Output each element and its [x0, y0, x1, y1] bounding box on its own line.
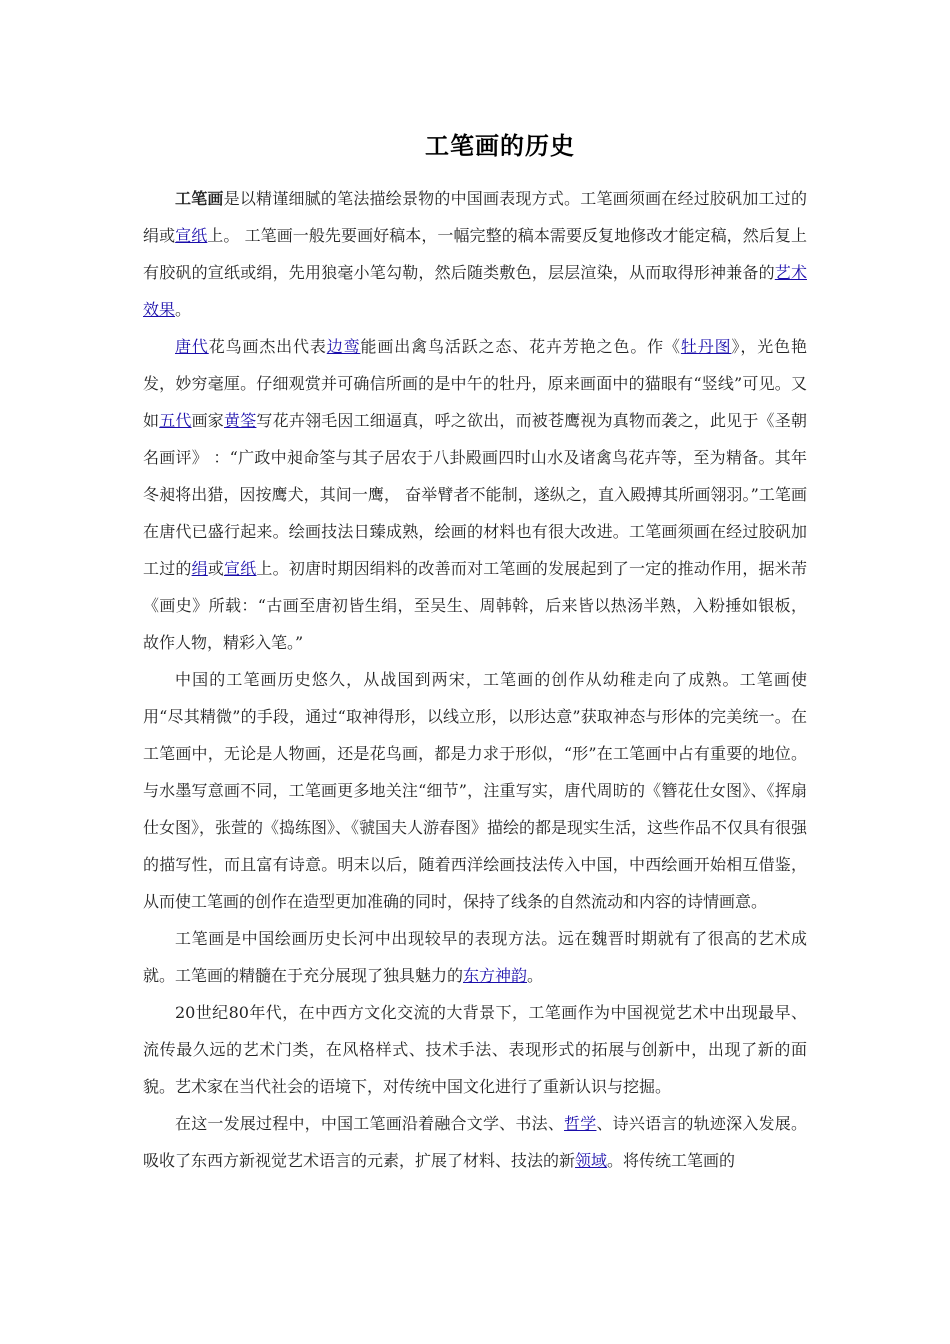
inline-link[interactable]: 宣纸: [175, 226, 208, 245]
text-run: 上。初唐时期因绢料的改善而对工笔画的发展起到了一定的推动作用，据米芾《画史》所载：“古画至唐初皆生绢，至吴生、周韩斡，后来皆以热汤半熟，入粉捶如银板，故作人物，精彩入笔。”: [143, 559, 807, 652]
inline-link[interactable]: 唐代: [175, 337, 209, 356]
text-run: 画家: [191, 411, 225, 430]
article-body: [143, 180, 807, 1179]
inline-link[interactable]: 绢: [191, 559, 208, 578]
inline-link[interactable]: 黄筌: [224, 411, 257, 430]
bold-term: 工笔画: [175, 189, 224, 208]
page-title: 工笔画的历史: [425, 132, 575, 160]
paragraph: [143, 180, 807, 328]
text-run: 花鸟画杰出代表: [208, 337, 327, 356]
paragraph: [143, 328, 807, 661]
text-run: 上。 工笔画一般先要画好稿本，一幅完整的稿本需要反复地修改才能定稿，然后复上有胶矾的宣纸或绢，先用狼毫小笔勾勒，然后随类敷色，层层渲染，从而取得形神兼备的: [143, 226, 807, 282]
paragraph: [143, 1105, 807, 1179]
paragraph: [143, 661, 807, 920]
inline-link[interactable]: 边鸾: [326, 337, 361, 356]
inline-link[interactable]: 宣纸: [224, 559, 257, 578]
inline-link[interactable]: 东方神韵: [463, 966, 528, 985]
text-run: 。将传统工笔画的: [607, 1151, 736, 1170]
text-run: 中国的工笔画历史悠久，从战国到两宋，工笔画的创作从幼稚走向了成熟。工笔画使用“尽其精微”的手段，通过“取神得形，以线立形，以形达意”获取神态与形体的完美统一。在工笔画中，无论是人物画，还是花鸟画，都是力求于形似，“形”在工笔画中占有重要的地位。与水墨写意画不同，工笔画更多地关注“细节”，注重写实，唐代周昉的《簪花仕女图》、《挥扇仕女图》，张萱的《捣练图》、《虢国夫人游春图》描绘的都是现实生活，这些作品不仅具有很强的描写性，而且富有诗意。明末以后，随着西洋绘画技法传入中国，中西绘画开始相互借鉴，从而使工笔画的创作在造型更加准确的同时，保持了线条的自然流动和内容的诗情画意。: [143, 670, 808, 911]
text-run: 》，光色艳发，妙穷毫厘。仔细观赏并可确信所画的是中午的牡丹，原来画面中的猫眼有“竖线”可见。又如: [143, 337, 807, 430]
text-run: 20世纪80年代，在中西方文化交流的大背景下，工笔画作为中国视觉艺术中出现最早、流传最久远的艺术门类，在风格样式、技术手法、表现形式的拓展与创新中，出现了新的面貌。艺术家在当代社会的语境下，对传统中国文化进行了重新认识与挖掘。: [143, 1003, 807, 1096]
text-run: 工笔画是中国绘画历史长河中出现较早的表现方法。远在魏晋时期就有了很高的艺术成就。工笔画的精髓在于充分展现了独具魅力的: [143, 929, 807, 985]
inline-link[interactable]: 哲学: [564, 1114, 597, 1133]
inline-link[interactable]: 牡丹图: [680, 337, 732, 356]
text-run: 或: [207, 559, 225, 578]
paragraph: [143, 920, 807, 994]
text-run: 在这一发展过程中，中国工笔画沿着融合文学、书法、: [175, 1114, 565, 1133]
text-run: 是以精谨细腻的笔法描绘景物的中国画表现方式。工笔画须画在经过胶矾加工过的绢或: [143, 189, 807, 245]
text-run: 写花卉翎毛因工细逼真，呼之欲出，而被苍鹰视为真物而袭之，此见于《圣朝名画评》 ：“广政中昶命筌与其子居农于八卦殿画四时山水及诸禽鸟花卉等，至为精备。其年冬昶将出猎，因按鹰犬，其间一鹰， 奋举臂者不能制，遂纵之，直入殿搏其所画翎羽。”工笔画在唐代已盛行起来。绘画技法日臻成熟，绘画的材料也有很大改进。工笔画须画在经过胶矾加工过的: [143, 411, 807, 578]
inline-link[interactable]: 五代: [159, 411, 192, 430]
inline-link[interactable]: 领域: [575, 1151, 608, 1170]
text-run: 。: [175, 300, 192, 319]
text-run: 、诗兴语言的轨迹深入发展。吸收了东西方新视觉艺术语言的元素，扩展了材料、技法的新: [143, 1114, 807, 1170]
paragraph: [143, 994, 807, 1105]
inline-link[interactable]: 艺术效果: [143, 263, 807, 319]
text-run: 能画出禽鸟活跃之态、花卉芳艳之色。作《: [360, 337, 681, 356]
text-run: 。: [527, 966, 544, 985]
